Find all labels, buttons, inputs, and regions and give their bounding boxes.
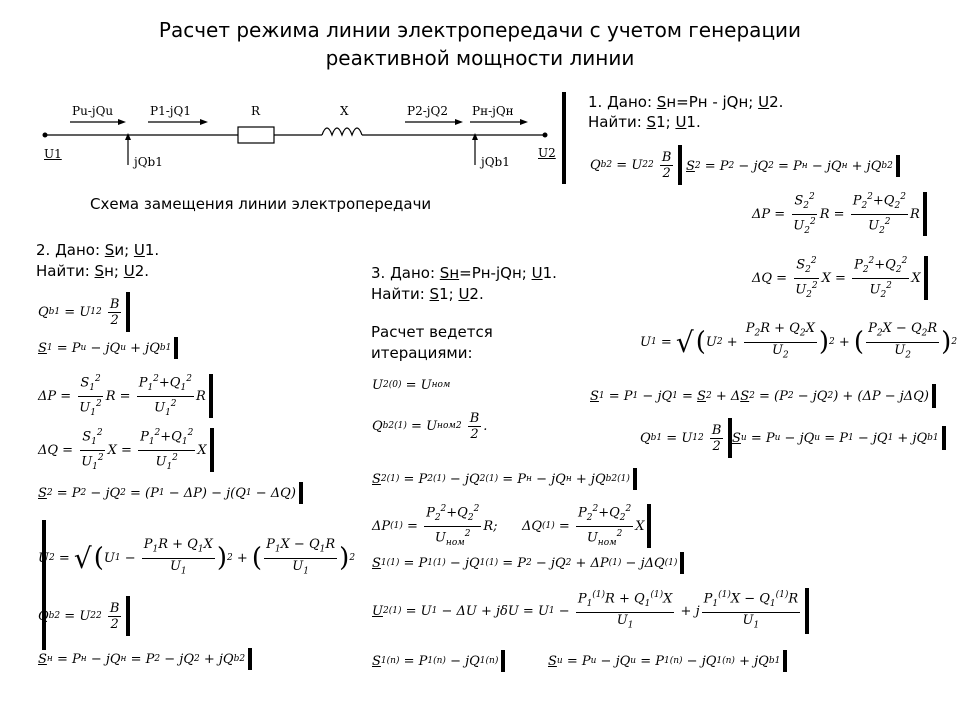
formula-qb2: Q b2 = U 2 2 B 2 (590, 145, 682, 185)
formula-qb1-task1: Q b1 = U 1 2 B 2 (640, 418, 732, 458)
task3-iter-line1: Расчет ведется (371, 323, 493, 341)
page-title-line1: Расчет режима линии электропередачи с учетом генерации (158, 18, 802, 42)
formula-sn-task2: S н = P н − jQ н = P 2 − jQ 2 + jQ b2 (38, 648, 252, 670)
label-u1: U1 (44, 147, 62, 161)
formula-dq-1: ΔQ (1) = $P_2^2+Q_2^2$ $U_{ном}^2$ X (522, 504, 651, 548)
task1-find: Найти: S1; U1. (588, 113, 701, 131)
label-pn: Pн-jQн (472, 104, 514, 118)
divider-bar (562, 92, 566, 184)
task3-given: 3. Дано: Sн=Pн-jQн; U1. (371, 264, 557, 282)
formula-u2-task2: U 2 = √ ( U 1 − $P_1R + Q_1X$ $U_1$ ) 2 + ( $P_1X - Q_1R$ $U_1$ ) 2 (38, 536, 356, 577)
label-r: R (251, 104, 261, 118)
task3-find: Найти: S1; U2. (371, 285, 484, 303)
label-pu: Pu-jQu (72, 104, 114, 118)
label-jqb1-left: jQb1 (134, 155, 163, 169)
task2-given: 2. Дано: Sи; U1. (36, 241, 160, 259)
formula-s1-n: S 1 (n) = P 1 (n) − jQ 1 (n) (372, 650, 505, 672)
formula-s2-task2: S 2 = P 2 − jQ 2 = (P 1 − ΔP) − j(Q 1 − ΔQ) (38, 482, 303, 504)
formula-u2-0: U 2 (0) = U ном (372, 377, 451, 393)
task2-find: Найти: Sн; U2. (36, 262, 149, 280)
task3-iter-line2: итерациями: (371, 344, 473, 362)
formula-s1-task1: S 1 = P 1 − jQ 1 = S 2 + Δ S 2 = (P 2 − jQ 2 ) + (ΔP − jΔQ) (590, 384, 936, 408)
formula-dp-task1: ΔP = $S_2^2$ $U_2^2$ R = $P_2^2+Q_2^2$ $U_2^2$ R (752, 192, 927, 236)
formula-u1-task1: U 1 = √ ( U 2 + $P_2R + Q_2X$ $U_2$ ) 2 + ( $P_2X - Q_2R$ $U_2$ ) 2 (640, 320, 958, 361)
task1-given: 1. Дано: Sн=Pн - jQн; U2. (588, 93, 784, 111)
circuit-caption: Схема замещения линии электропередачи (90, 195, 432, 213)
formula-u2-1: U 2 (1) = U 1 − ΔU + jδU = U 1 − $P_1^{(1)}R + Q_1^{(1)}X$ $U_1$ + j $P_1^{(1)}X - Q_1^{(1)}R$ $U_1$ (372, 588, 809, 634)
formula-su-n: S и = P и − jQ и = P 1 (n) − jQ 1 (n) + jQ b1 (548, 650, 787, 672)
formula-dp-1: ΔP (1) = $P_2^2+Q_2^2$ $U_{ном}^2$ R; (372, 503, 498, 548)
label-x: X (340, 104, 349, 118)
label-p1: P1-jQ1 (150, 104, 191, 118)
formula-s2: S 2 = P 2 − jQ 2 = P н − jQ н + jQ b2 (686, 155, 900, 177)
formula-s1-task2: S 1 = P и − jQ и + jQ b1 (38, 337, 178, 359)
label-p2: P2-jQ2 (407, 104, 448, 118)
formula-dq-task2: ΔQ = $S_1^2$ $U_1^2$ X = $P_1^2+Q_1^2$ $U_1^2$ X (38, 428, 214, 472)
formula-qb1-task2: Q b1 = U 1 2 B 2 (38, 292, 130, 332)
formula-qb2-1: Q b2 (1) = U ном 2 B 2 . (372, 410, 488, 442)
formula-dq-task1: ΔQ = $S_2^2$ $U_2^2$ X = $P_2^2+Q_2^2$ $U_2^2$ X (752, 256, 928, 300)
formula-su-task1: S и = P и − jQ и = P 1 − jQ 1 + jQ b1 (732, 426, 946, 450)
formula-s2-1: S 2 (1) = P 2 (1) − jQ 2 (1) = P н − jQ н + jQ b2 (1) (372, 468, 637, 490)
formula-s1-1: S 1 (1) = P 1 (1) − jQ 1 (1) = P 2 − jQ 2 + ΔP (1) − jΔQ (1) (372, 552, 684, 574)
label-jqb1-right: jQb1 (481, 155, 510, 169)
page-title-line2: реактивной мощности линии (325, 46, 635, 70)
formula-qb2-task2: Q b2 = U 2 2 B 2 (38, 596, 130, 636)
formula-dp-task2: ΔP = $S_1^2$ $U_1^2$ R = $P_1^2+Q_1^2$ $U_1^2$ R (38, 374, 213, 418)
label-u2: U2 (538, 146, 556, 160)
